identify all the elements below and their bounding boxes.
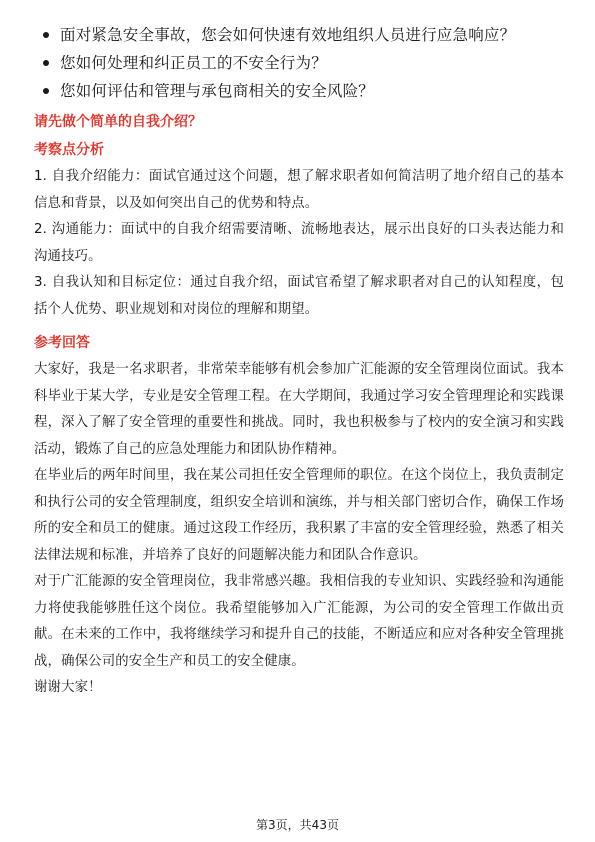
question-heading: 请先做个简单的自我介绍？	[34, 114, 202, 130]
analysis-heading: 考察点分析	[34, 142, 104, 158]
bullet-dot-icon	[43, 32, 49, 38]
answer-paragraph: 对于广汇能源的安全管理岗位，我非常感兴趣。我相信我的专业知识、实践经验和沟通能力将使我能够胜任这个岗位。我希望能够加入广汇能源，为公司的安全管理工作做出贡献。在未来的工作中，我将继续学习和提升自己的技能，不断适应和应对各种安全管理挑战，确保公司的安全生产和员工的安全健康。	[34, 574, 564, 669]
bullet-item	[34, 80, 564, 102]
analysis-item: 3. 自我认知和目标定位：通过自我介绍，面试官希望了解求职者对自己的认知程度，包括个人优势、职业规划和对岗位的理解和期望。	[34, 275, 564, 317]
bullet-text: 您如何评估和管理与承包商相关的安全风险？	[60, 82, 375, 100]
answer-heading: 参考回答	[34, 335, 90, 351]
answer-closing: 谢谢大家！	[34, 680, 102, 695]
bullet-dot-icon	[43, 60, 49, 66]
analysis-item: 2. 沟通能力：面试中的自我介绍需要清晰、流畅地表达，展示出良好的口头表达能力和沟通技巧。	[34, 222, 564, 264]
question-bullet-list	[34, 24, 564, 102]
bullet-dot-icon	[43, 88, 49, 94]
bullet-item	[34, 52, 564, 74]
page-content	[34, 24, 564, 702]
bullet-text: 您如何处理和纠正员工的不安全行为？	[60, 54, 327, 72]
answer-paragraph: 在毕业后的两年时间里，我在某公司担任安全管理师的职位。在这个岗位上，我负责制定和执行公司的安全管理制度，组织安全培训和演练，并与相关部门密切合作，确保工作场所的安全和员工的健康。通过这段工作经历，我积累了丰富的安全管理经验，熟悉了相关法律法规和标准，并培养了良好的问题解决能力和团队合作意识。	[34, 468, 564, 563]
answer-paragraph: 大家好，我是一名求职者，非常荣幸能够有机会参加广汇能源的安全管理岗位面试。我本科毕业于某大学，专业是安全管理工程。在大学期间，我通过学习安全管理理论和实践课程，深入了解了安全管理的重要性和挑战。同时，我也积极参与了校内的安全演习和实践活动，锻炼了自己的应急处理能力和团队协作精神。	[34, 362, 564, 457]
bullet-text: 面对紧急安全事故，您会如何快速有效地组织人员进行应急响应？	[60, 26, 516, 44]
page-number-footer: 第3页，共43页	[256, 818, 339, 832]
analysis-item: 1. 自我介绍能力：面试官通过这个问题，想了解求职者如何简洁明了地介绍自己的基本信息和背景，以及如何突出自己的优势和特点。	[34, 169, 564, 211]
bullet-item	[34, 24, 564, 46]
